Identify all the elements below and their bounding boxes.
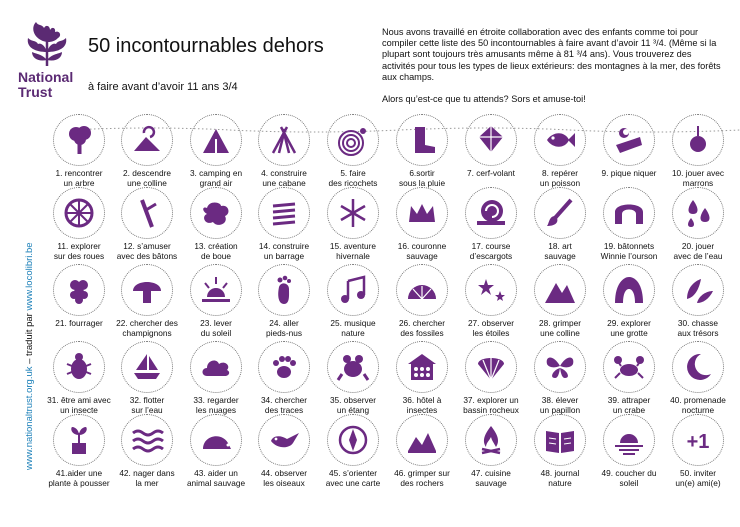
activity-label: 48. journal nature [540, 468, 580, 488]
sunrise-icon [199, 273, 233, 307]
activity-item [42, 414, 116, 488]
activity-item [247, 341, 321, 415]
mushroom-icon [130, 273, 164, 307]
activity-label: 20. jouer avec de l’eau [673, 241, 723, 261]
activity-badge [53, 187, 105, 239]
activity-badge [121, 187, 173, 239]
activity-badge [603, 187, 655, 239]
activity-label: 15. aventure hivernale [329, 241, 377, 261]
national-trust-logo [18, 18, 78, 108]
activity-item [661, 187, 735, 261]
sunset-icon [612, 423, 646, 457]
activity-item [385, 341, 459, 415]
activity-item [661, 264, 735, 338]
bughotel-icon [405, 350, 439, 384]
book-icon [543, 423, 577, 457]
activity-label: 24. aller pieds-nus [266, 318, 302, 338]
activity-badge [121, 264, 173, 316]
activity-item [316, 414, 390, 488]
activity-item [523, 264, 597, 338]
fish-icon [543, 123, 577, 157]
activity-item [42, 187, 116, 261]
ripples-icon [336, 123, 370, 157]
activity-item [110, 341, 184, 415]
activity-badge [603, 264, 655, 316]
activity-badge [534, 114, 586, 166]
plusone-icon [681, 423, 715, 457]
fire-icon [474, 423, 508, 457]
activity-label: 23. lever du soleil [200, 318, 232, 338]
activity-badge [258, 341, 310, 393]
activity-label: 8. repérer un poisson [539, 168, 581, 188]
activity-label: 37. explorer un bassin rocheux [463, 395, 519, 415]
activity-label: 43. aider un animal sauvage [186, 468, 246, 488]
translated-by-text: – traduit par [24, 310, 35, 367]
activity-item [110, 187, 184, 261]
activity-label: 25. musique nature [330, 318, 376, 338]
activity-badge [465, 414, 517, 466]
crab-icon [612, 350, 646, 384]
activity-label: 38. élever un papillon [539, 395, 581, 415]
conker-icon [681, 123, 715, 157]
activity-label: 19. bâtonnets Winnie l’ourson [600, 241, 658, 261]
activity-label: 6.sortir sous la pluie [398, 168, 446, 188]
activity-item [316, 341, 390, 415]
activity-item [454, 187, 528, 261]
activity-badge [327, 341, 379, 393]
activity-badge [327, 114, 379, 166]
activity-label: 33. regarder les nuages [193, 395, 239, 415]
activity-badge [465, 264, 517, 316]
snail-icon [474, 196, 508, 230]
picnic-icon [612, 123, 646, 157]
activity-badge [534, 414, 586, 466]
activity-label: 50. inviter un(e) ami(e) [675, 468, 721, 488]
activity-badge [603, 114, 655, 166]
bridge-icon [612, 196, 646, 230]
activity-item [179, 264, 253, 338]
side-credit [24, 242, 35, 470]
activity-label: 42. nager dans la mer [119, 468, 175, 488]
activity-item [385, 264, 459, 338]
stars-icon [474, 273, 508, 307]
shell-icon [474, 350, 508, 384]
hill-icon [130, 123, 164, 157]
activity-label: 27. observer les étoiles [467, 318, 515, 338]
activity-label: 30. chasse aux trésors [677, 318, 719, 338]
activity-label: 3. camping en grand air [189, 168, 243, 188]
activity-label: 41.aider une plante à pousser [48, 468, 110, 488]
activity-item [385, 414, 459, 488]
activity-item [179, 414, 253, 488]
activity-item [247, 187, 321, 261]
activity-item [523, 187, 597, 261]
activity-badge [396, 341, 448, 393]
activity-item [454, 414, 528, 488]
stick-icon [130, 196, 164, 230]
boot-icon [405, 123, 439, 157]
activity-label: 1. rencontrer un arbre [55, 168, 103, 188]
activity-badge [672, 414, 724, 466]
intro-paragraph: Nous avons travaillé en étroite collaboration avec des enfants comme toi pour compiler cette liste des 50 incontournables à faire avant d’avoir 11 ³/4. (Même si la plupart sont toujours très amusants même à 81 ³/4 ans). Vous trouverez des activités pour tous les types de lieux extérieurs: des montagnes à la mer, des forêts aux champs. [382, 27, 721, 82]
activity-badge [190, 341, 242, 393]
activity-badge [672, 187, 724, 239]
moon-icon [681, 350, 715, 384]
activity-badge [465, 341, 517, 393]
activity-badge [603, 341, 655, 393]
activity-badge [190, 264, 242, 316]
activity-badge [396, 414, 448, 466]
activity-label: 35. observer un étang [329, 395, 377, 415]
activity-label: 44. observer les oiseaux [260, 468, 308, 488]
activity-label: 29. explorer une grotte [607, 318, 651, 338]
rocks-icon [405, 423, 439, 457]
activity-badge [672, 341, 724, 393]
activity-badge [672, 264, 724, 316]
kite-icon [474, 123, 508, 157]
oak-leaf-icon [22, 18, 72, 68]
activity-label: 2. descendre une colline [123, 168, 171, 188]
activity-badge [672, 114, 724, 166]
activity-item [661, 341, 735, 415]
bird-icon [267, 423, 301, 457]
activity-item [42, 341, 116, 415]
activity-badge [53, 114, 105, 166]
nationaltrust-link[interactable]: www.nationaltrust.org.uk [24, 366, 35, 470]
activity-badge [465, 187, 517, 239]
activity-item [179, 114, 253, 188]
activity-badge [190, 114, 242, 166]
activity-label: 32. flotter sur l’eau [129, 395, 165, 415]
cloud-icon [199, 350, 233, 384]
brand-line-1: National [18, 69, 74, 85]
activity-badge [465, 114, 517, 166]
activity-label: 45. s’orienter avec une carte [325, 468, 381, 488]
activity-badge [603, 414, 655, 466]
den-icon [267, 123, 301, 157]
tree-icon [62, 123, 96, 157]
activity-item [592, 187, 666, 261]
activity-label: 28. grimper une colline [539, 318, 581, 338]
cave-icon [612, 273, 646, 307]
activity-badge [121, 414, 173, 466]
activity-badge [396, 114, 448, 166]
activity-item [385, 114, 459, 188]
activity-label: 16. couronne sauvage [397, 241, 447, 261]
activity-badge [190, 187, 242, 239]
activity-item [110, 114, 184, 188]
brand-line-2: Trust [18, 84, 53, 100]
activity-label: 26. chercher des fossiles [398, 318, 446, 338]
activity-label: 9. pique niquer [601, 168, 657, 178]
activity-item [179, 187, 253, 261]
intro-text [382, 27, 727, 105]
activity-label: 49. coucher du soleil [601, 468, 657, 488]
hedgehog-icon [199, 423, 233, 457]
activity-badge [534, 264, 586, 316]
page-subtitle: à faire avant d’avoir 11 ans 3/4 [88, 81, 238, 93]
activity-badge [121, 341, 173, 393]
activity-item [247, 414, 321, 488]
activity-label: 22. chercher des champignons [116, 318, 178, 338]
brush-icon [543, 196, 577, 230]
activity-badge [258, 414, 310, 466]
activity-label: 11. explorer sur des roues [53, 241, 105, 261]
paw-icon [267, 350, 301, 384]
activity-label: 40. promenade nocturne [670, 395, 726, 415]
activity-label: 13. création de boue [194, 241, 238, 261]
activity-badge [327, 264, 379, 316]
activity-badge [396, 264, 448, 316]
activity-item [247, 114, 321, 188]
snowflake-icon [336, 196, 370, 230]
activity-label: 7. cerf-volant [467, 168, 515, 178]
activity-item [661, 114, 735, 188]
activity-item [592, 264, 666, 338]
locolibri-link[interactable]: www.locolibri.be [24, 242, 35, 311]
activity-label: 17. course d’escargots [469, 241, 513, 261]
drops-icon [681, 196, 715, 230]
activity-badge [121, 114, 173, 166]
activity-label: 31. être ami avec un insecte [47, 395, 111, 415]
berries-icon [62, 273, 96, 307]
activity-item [385, 187, 459, 261]
activity-badge [396, 187, 448, 239]
brand-name [18, 70, 73, 100]
activity-item [592, 341, 666, 415]
wheel-icon [62, 196, 96, 230]
activity-badge [53, 264, 105, 316]
activity-item [316, 187, 390, 261]
mountain-icon [543, 273, 577, 307]
activity-item [661, 414, 735, 488]
activity-badge [327, 187, 379, 239]
intro-call-to-action: Alors qu’est-ce que tu attends? Sors et amuse-toi! [382, 94, 586, 105]
plant-icon [62, 423, 96, 457]
butterfly-icon [543, 350, 577, 384]
activity-item [523, 341, 597, 415]
activity-label: 10. jouer avec marrons [671, 168, 725, 188]
activity-label: 34. chercher des traces [260, 395, 308, 415]
frog-icon [336, 350, 370, 384]
svg-text:+1: +1 [686, 431, 710, 453]
crown-icon [405, 196, 439, 230]
activity-badge [534, 187, 586, 239]
activity-item [316, 114, 390, 188]
activity-item [110, 414, 184, 488]
activity-item [247, 264, 321, 338]
activity-label: 12. s’amuser avec des bâtons [116, 241, 178, 261]
waves-icon [130, 423, 164, 457]
activity-badge [190, 414, 242, 466]
activity-label: 18. art sauvage [544, 241, 576, 261]
activity-label: 5. faire des ricochets [328, 168, 378, 188]
activity-item [42, 264, 116, 329]
activity-item [523, 414, 597, 488]
activity-badge [258, 114, 310, 166]
activity-item [110, 264, 184, 338]
activity-badge [53, 341, 105, 393]
music-icon [336, 273, 370, 307]
tent-icon [199, 123, 233, 157]
activity-label: 46. grimper sur des rochers [394, 468, 450, 488]
activity-badge [327, 414, 379, 466]
activity-item [454, 114, 528, 179]
activity-badge [534, 341, 586, 393]
activity-item [454, 341, 528, 415]
page-title: 50 incontournables dehors [88, 35, 324, 57]
boat-icon [130, 350, 164, 384]
activity-item [454, 264, 528, 338]
compass-icon [336, 423, 370, 457]
activity-badge [258, 264, 310, 316]
activity-item [523, 114, 597, 188]
activity-label: 4. construire une cabane [261, 168, 307, 188]
activity-badge [258, 187, 310, 239]
activity-item [42, 114, 116, 188]
activity-label: 36. hôtel à insectes [402, 395, 442, 415]
mud-icon [199, 196, 233, 230]
activity-label: 39. attraper un crabe [607, 395, 651, 415]
leaves-icon [681, 273, 715, 307]
activity-label: 47. cuisine sauvage [471, 468, 511, 488]
dam-icon [267, 196, 301, 230]
bug-icon [62, 350, 96, 384]
activity-label: 21. fourrager [55, 318, 103, 328]
foot-icon [267, 273, 301, 307]
activity-item [316, 264, 390, 338]
fossil-icon [405, 273, 439, 307]
activity-label: 14. construire un barrage [258, 241, 310, 261]
activity-item [592, 414, 666, 488]
activity-badge [53, 414, 105, 466]
activity-item [592, 114, 666, 179]
activity-item [179, 341, 253, 415]
